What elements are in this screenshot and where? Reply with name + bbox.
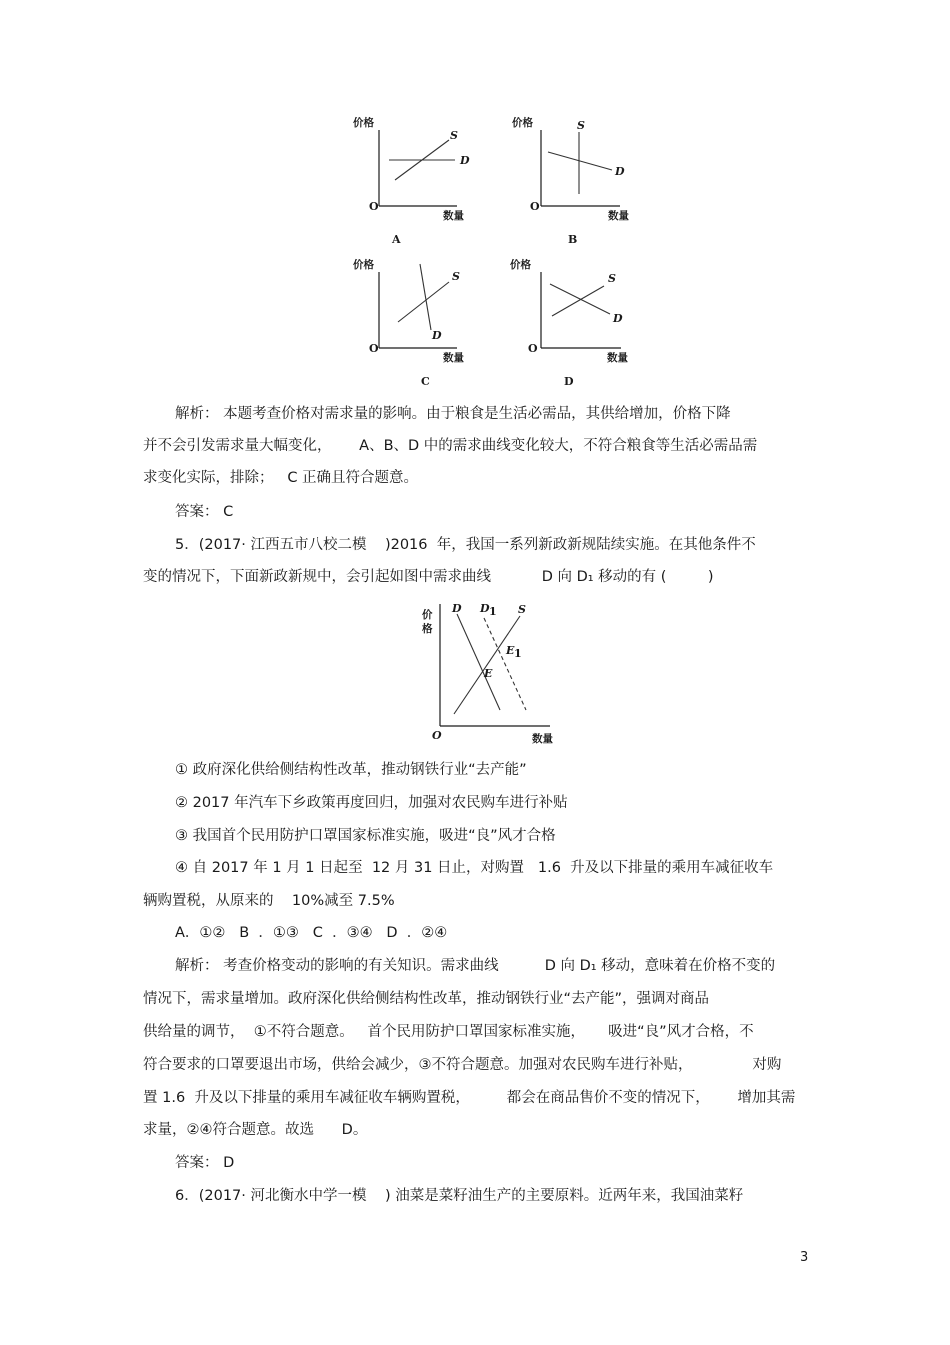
figure-b [508,112,643,252]
d-label: D [452,602,462,615]
supply-line [552,286,604,316]
supply-label: S [577,119,585,132]
supply-demand-figure [410,598,570,748]
option-4-line-2: 辆购置税，从原来的 10%减至 7.5% [143,893,395,909]
analysis-4-line-1: 解析： 本题考查价格对需求量的影响。由于粮食是生活必需品，其供给增加，价格下降 [175,406,731,422]
figure-c [345,254,475,394]
supply-label: S [450,129,458,142]
quantity-label: 数量 [608,210,629,222]
equilibrium-e-label: E [484,667,493,680]
d1-subscript: 1 [489,605,497,618]
supply-label: S [608,272,616,285]
equilibrium-e1-label: E [506,644,515,657]
demand-line [550,284,610,314]
d1-label: D [480,602,490,615]
origin-label: O [369,342,379,355]
figure-d [506,254,641,394]
supply-label: S [452,270,460,283]
demand-line [548,152,612,170]
price-label: 价格 [512,117,533,129]
question-6-line-1: 6．(2017· 河北衡水中学一模 ) 油菜是菜籽油生产的主要原料。近两年来，我国油菜籽 [175,1188,744,1204]
origin-label: O [530,200,540,213]
demand-curve-d [457,614,500,710]
analysis-5-line-1: 解析： 考查价格变动的影响的有关知识。需求曲线 D 向 D₁ 移动，意味着在价格不变的 [175,958,776,974]
question-5-line-2: 变的情况下，下面新政新规中，会引起如图中需求曲线 D 向 D₁ 移动的有 ( ) [143,569,714,585]
demand-label: D [615,165,625,178]
analysis-5-line-5: 置 1.6 升及以下排量的乘用车减征收车辆购置税， 都会在商品售价不变的情况下， 增加其需 [143,1090,796,1106]
origin-label: O [369,200,379,213]
demand-label: D [460,154,470,167]
price-label: 价格 [353,117,374,129]
figure-caption: B [568,233,578,246]
price-label: 价格 [510,259,531,271]
option-3: ③ 我国首个民用防护口罩国家标准实施，吸进“良”风才合格 [175,828,556,844]
price-label: 价格 [353,259,374,271]
figure-caption: A [392,233,401,246]
analysis-4-line-3: 求变化实际，排除； C 正确且符合题意。 [143,470,419,486]
price-label-1: 价 [422,609,433,621]
question-5-line-1: 5．(2017· 江西五市八校二模 )2016 年，我国一系列新政新规陆续实施。在其他条件不 [175,537,756,553]
demand-label: D [613,312,623,325]
option-4-line-1: ④ 自 2017 年 1 月 1 日起至 12 月 31 日止，对购置 1.6 升及以下排量的乘用车减征收车 [175,860,774,876]
answer-5: 答案： D [175,1155,235,1171]
analysis-5-line-2: 情况下，需求量增加。政府深化供给侧结构性改革，推动钢铁行业“去产能”，强调对商品 [143,991,710,1007]
analysis-5-line-3: 供给量的调节， ①不符合题意。 首个民用防护口罩国家标准实施， 吸进“良”风才合格，不 [143,1024,754,1040]
quantity-label: 数量 [443,210,464,222]
option-2: ② 2017 年汽车下乡政策再度回归，加强对农民购车进行补贴 [175,795,568,811]
analysis-4-line-2: 并不会引发需求量大幅变化， A、B、D 中的需求曲线变化较大，不符合粮食等生活必需品需 [143,438,758,454]
analysis-5-line-4: 符合要求的口罩要退出市场，供给会减少，③不符合题意。加强对农民购车进行补贴， 对购 [143,1057,782,1073]
figure-a [345,112,475,252]
quantity-label: 数量 [532,733,553,745]
e1-subscript: 1 [514,647,522,660]
price-label-2: 格 [422,623,433,635]
origin-label: O [528,342,538,355]
figure-caption: C [421,375,430,388]
demand-curve-d1 [484,618,526,710]
origin-label: O [432,729,442,742]
answer-choices: A．①② B ．①③ C ．③④ D ．②④ [175,925,448,941]
analysis-5-line-6: 求量，②④符合题意。故选 D。 [143,1122,368,1138]
demand-label: D [432,329,442,342]
page-number: 3 [800,1250,809,1265]
s-label: S [518,603,526,616]
quantity-label: 数量 [443,352,464,364]
option-1: ① 政府深化供给侧结构性改革，推动钢铁行业“去产能” [175,762,527,778]
quantity-label: 数量 [607,352,628,364]
answer-4: 答案： C [175,504,234,520]
figure-caption: D [564,375,574,388]
